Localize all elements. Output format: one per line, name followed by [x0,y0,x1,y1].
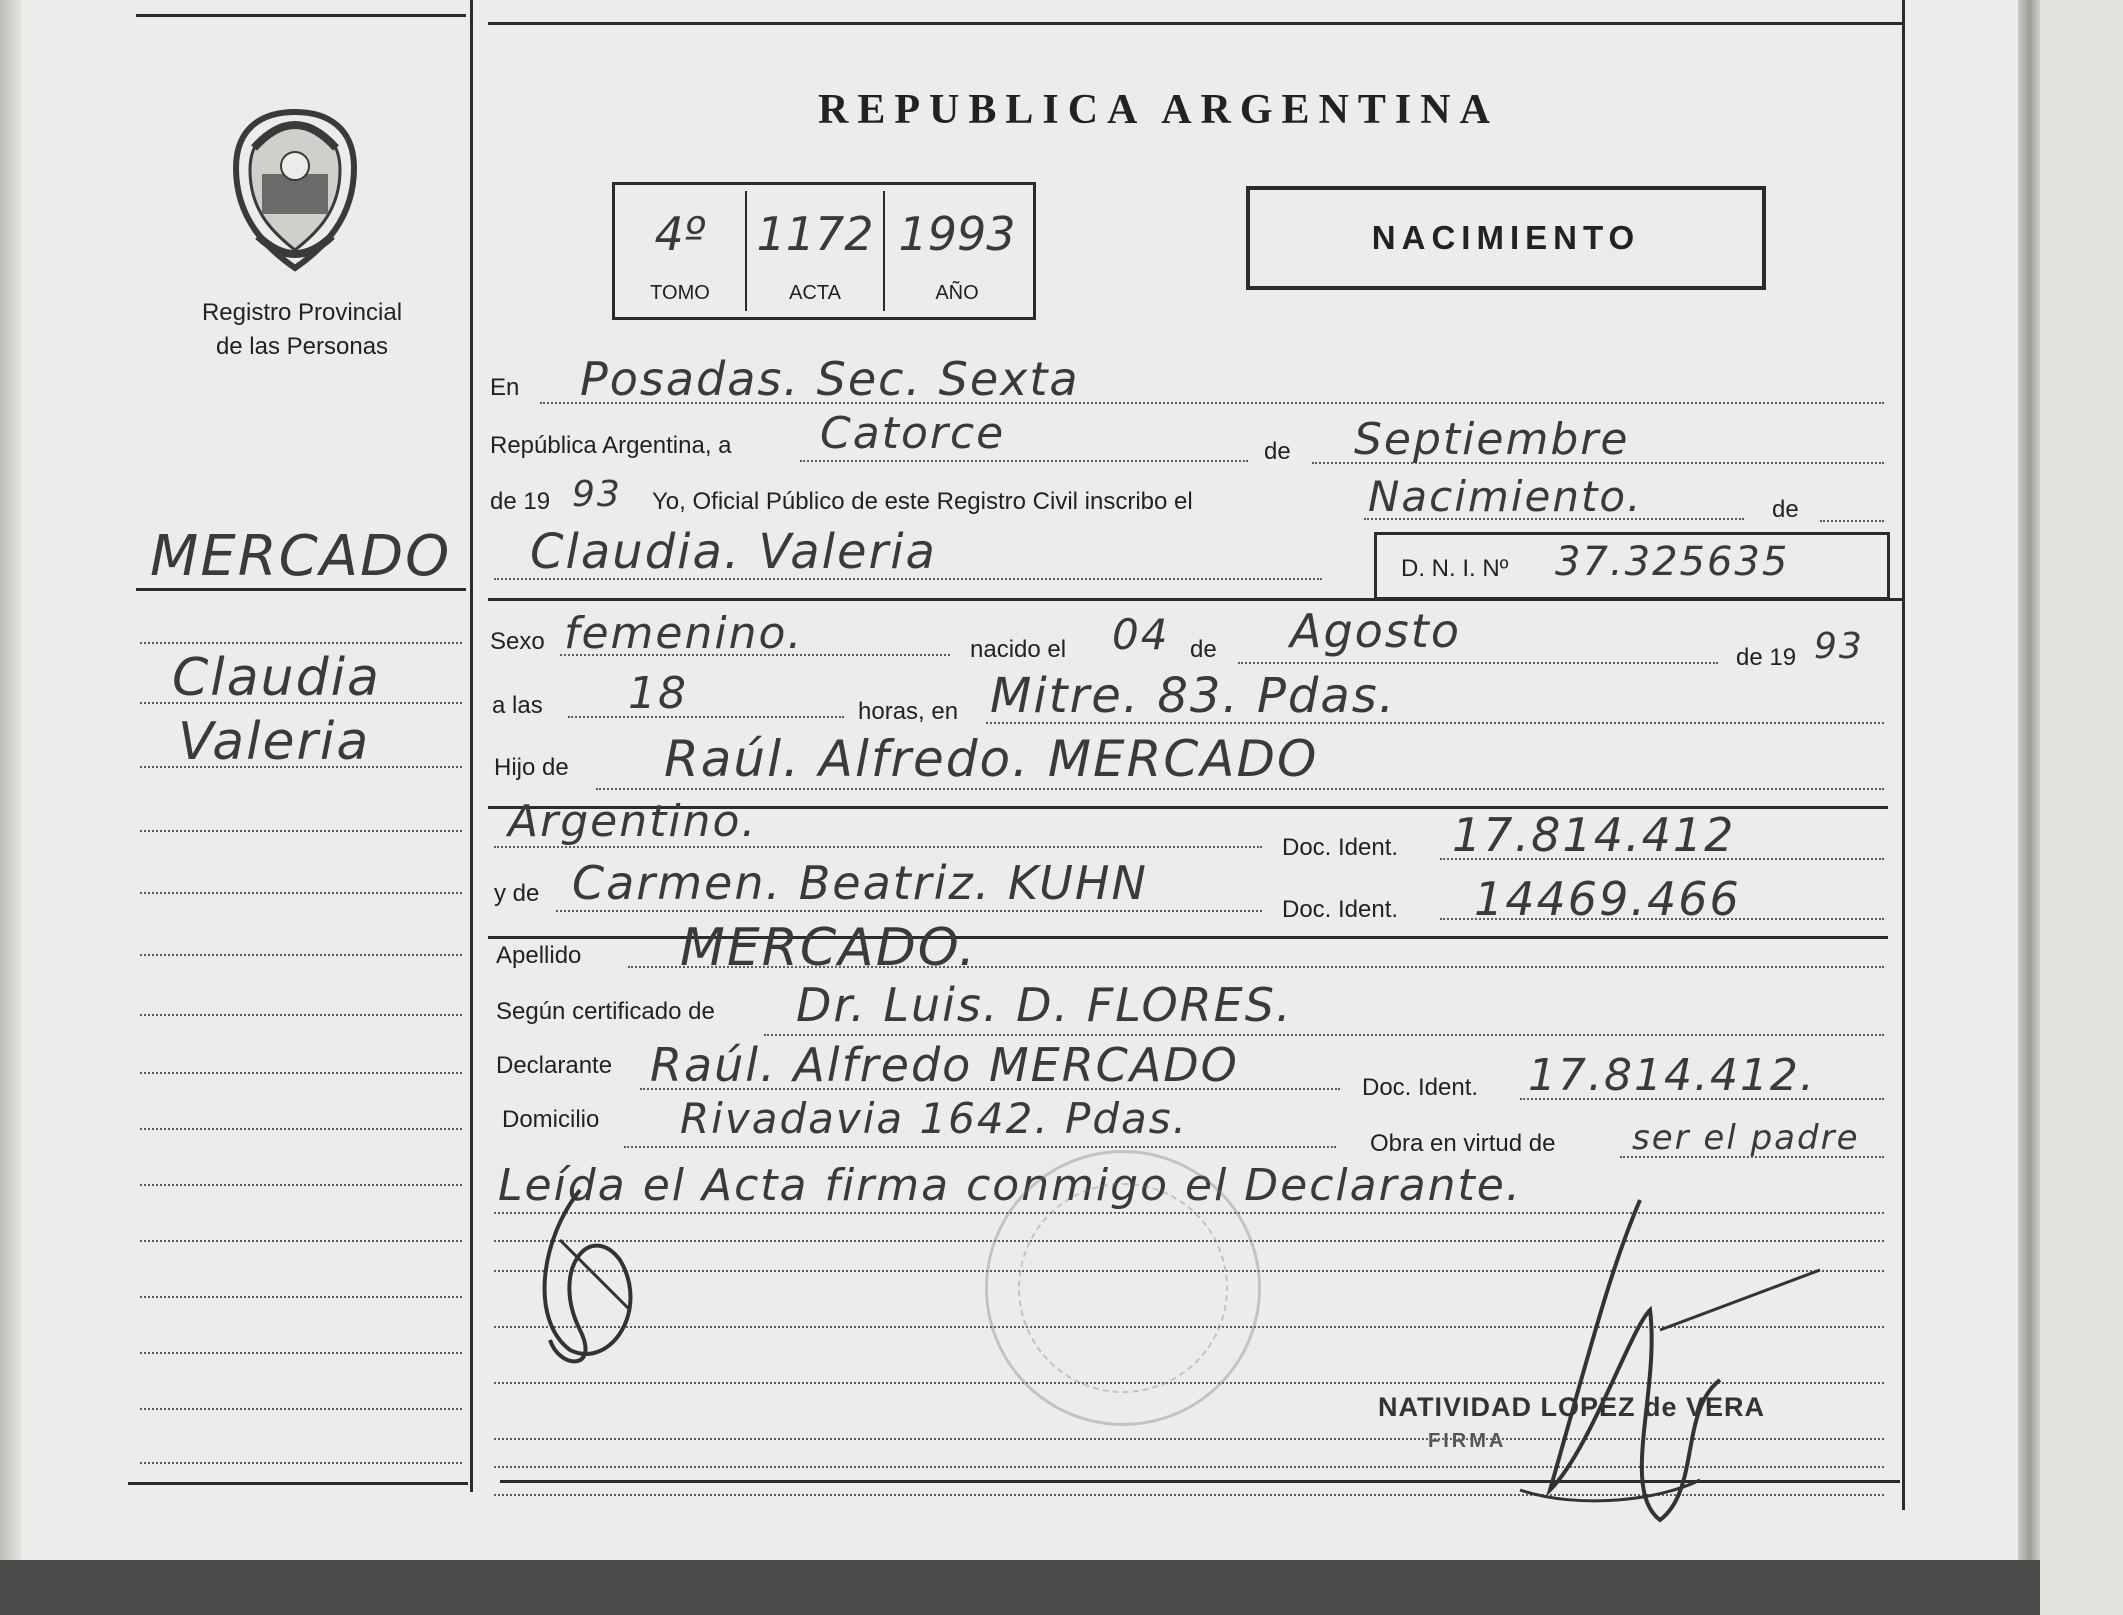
de-label: de [1264,438,1291,465]
section-rule-1 [488,598,1902,601]
padre-doc-value: 17.814.412 [1452,808,1736,862]
nacido-label: nacido el [970,636,1067,663]
registry-name [168,296,436,364]
declarante-label: Declarante [496,1052,613,1079]
de19-label: de 19 [1736,644,1797,671]
acta-label: ACTA [789,282,841,304]
margin-line [140,702,462,704]
tomo-label: TOMO [650,282,710,304]
domicilio-label: Domicilio [502,1106,600,1133]
margin-line [140,892,462,894]
horas-label: horas, en [858,698,959,725]
republica-label: República Argentina, a [490,432,732,459]
book-gutter [2018,0,2042,1615]
mes-value: Septiembre [1354,414,1630,465]
document-title: REPUBLICA ARGENTINA [818,87,1499,133]
form-top-rule [488,22,1902,25]
segun-label: Según certificado de [496,998,715,1025]
nacido-mes: Agosto [1290,604,1461,658]
right-page [2040,0,2123,1615]
official-stamp-inner [1018,1183,1228,1393]
margin-line [140,830,462,832]
margin-line [140,1128,462,1130]
margin-line [140,1240,462,1242]
certificado-value: Dr. Luis. D. FLORES. [796,978,1293,1032]
anio-prefix: de 19 [490,488,551,515]
dni-box [1374,532,1890,600]
hora-value: 18 [628,668,688,719]
lugar-value: Mitre. 83. Pdas. [990,668,1397,724]
inscribo-value: Nacimiento. [1368,472,1643,521]
margin-line [140,954,462,956]
page-edge [0,0,22,1560]
nacido-mes-line [1238,662,1718,664]
madre-value: Carmen. Beatriz. KUHN [572,856,1148,910]
nacido-dia: 04 [1112,610,1170,659]
ano-label: AÑO [935,282,979,304]
padre-nac-value: Argentino. [508,796,758,847]
margin-divider [470,0,473,1492]
dni-value: 37.325635 [1555,539,1790,585]
doc-label-declarante: Doc. Ident. [1362,1074,1479,1101]
margin-surname-rule [136,588,466,591]
inscribo-line-end [1820,520,1884,522]
observacion-value: Leída el Acta firma conmigo el Declarante. [498,1160,1522,1211]
doc-label-madre: Doc. Ident. [1282,896,1399,923]
sexo-value: femenino. [564,608,804,659]
certificado-line [764,1034,1884,1036]
alas-label: a las [492,692,543,719]
record-number-box [612,182,1036,320]
margin-line [140,1184,462,1186]
domicilio-line [624,1146,1336,1148]
margin-line [140,1072,462,1074]
margin-line [140,1408,462,1410]
margin-line [140,642,462,644]
margin-line [140,1352,462,1354]
yde-label: y de [494,880,540,907]
yo-text: Yo, Oficial Público de este Registro Civil inscribo el [652,488,1193,515]
margin-line [140,1014,462,1016]
madre-doc-value: 14469.466 [1474,872,1741,926]
declarant-signature-icon [520,1180,680,1380]
apellido-value: MERCADO. [680,918,978,978]
de-label-3: de [1190,636,1217,663]
dni-label: D. N. I. Nº [1401,555,1509,582]
nacido-anio: 93 [1814,626,1864,667]
form-right-border [1902,0,1905,1510]
registry-line1: Registro Provincial [201,299,403,326]
record-type-box: NACIMIENTO [1246,186,1766,290]
apellido-label: Apellido [496,942,582,969]
official-stamp [985,1150,1261,1426]
acta-value: 1172 [756,207,874,261]
anio-value: 93 [572,474,622,515]
provincial-seal-icon [228,108,362,272]
madre-line [556,910,1262,912]
en-value: Posadas. Sec. Sexta [580,352,1080,406]
book-bottom [0,1560,2040,1615]
registry-line2: de las Personas [215,333,389,360]
margin-line [140,1296,462,1298]
de-label-2: de [1772,496,1799,523]
sexo-label: Sexo [490,628,545,655]
padre-value: Raúl. Alfredo. MERCADO [664,730,1319,788]
declarante-value: Raúl. Alfredo MERCADO [650,1038,1239,1092]
margin-second-name: Valeria [178,712,371,772]
ano-value: 1993 [898,207,1016,261]
dia-value: Catorce [820,408,1006,459]
nombre-value: Claudia. Valeria [530,524,937,580]
obra-value: ser el padre [1632,1118,1860,1158]
margin-bottom-rule [128,1482,468,1485]
doc-label-padre: Doc. Ident. [1282,834,1399,861]
obra-label: Obra en virtud de [1370,1130,1556,1157]
official-caption: FIRMA [1428,1430,1507,1452]
acta-cell [747,191,885,311]
margin-surname: MERCADO [150,524,452,589]
tomo-value: 4º [654,207,706,261]
margin-line [140,1462,462,1464]
padre-line [596,788,1884,790]
ano-cell [885,191,1029,311]
dia-line [800,460,1248,462]
margin-top-rule [136,14,466,17]
margin-first-name: Claudia [172,648,381,708]
hijo-label: Hijo de [494,754,569,781]
en-label: En [490,374,520,401]
official-signature-icon [1460,1190,1840,1530]
tomo-cell [615,191,747,311]
margin-line [140,766,462,768]
domicilio-value: Rivadavia 1642. Pdas. [680,1094,1188,1143]
hora-line [568,716,844,718]
official-name: NATIVIDAD LOPEZ de VERA [1378,1392,1766,1422]
declarante-doc-value: 17.814.412. [1528,1050,1816,1101]
